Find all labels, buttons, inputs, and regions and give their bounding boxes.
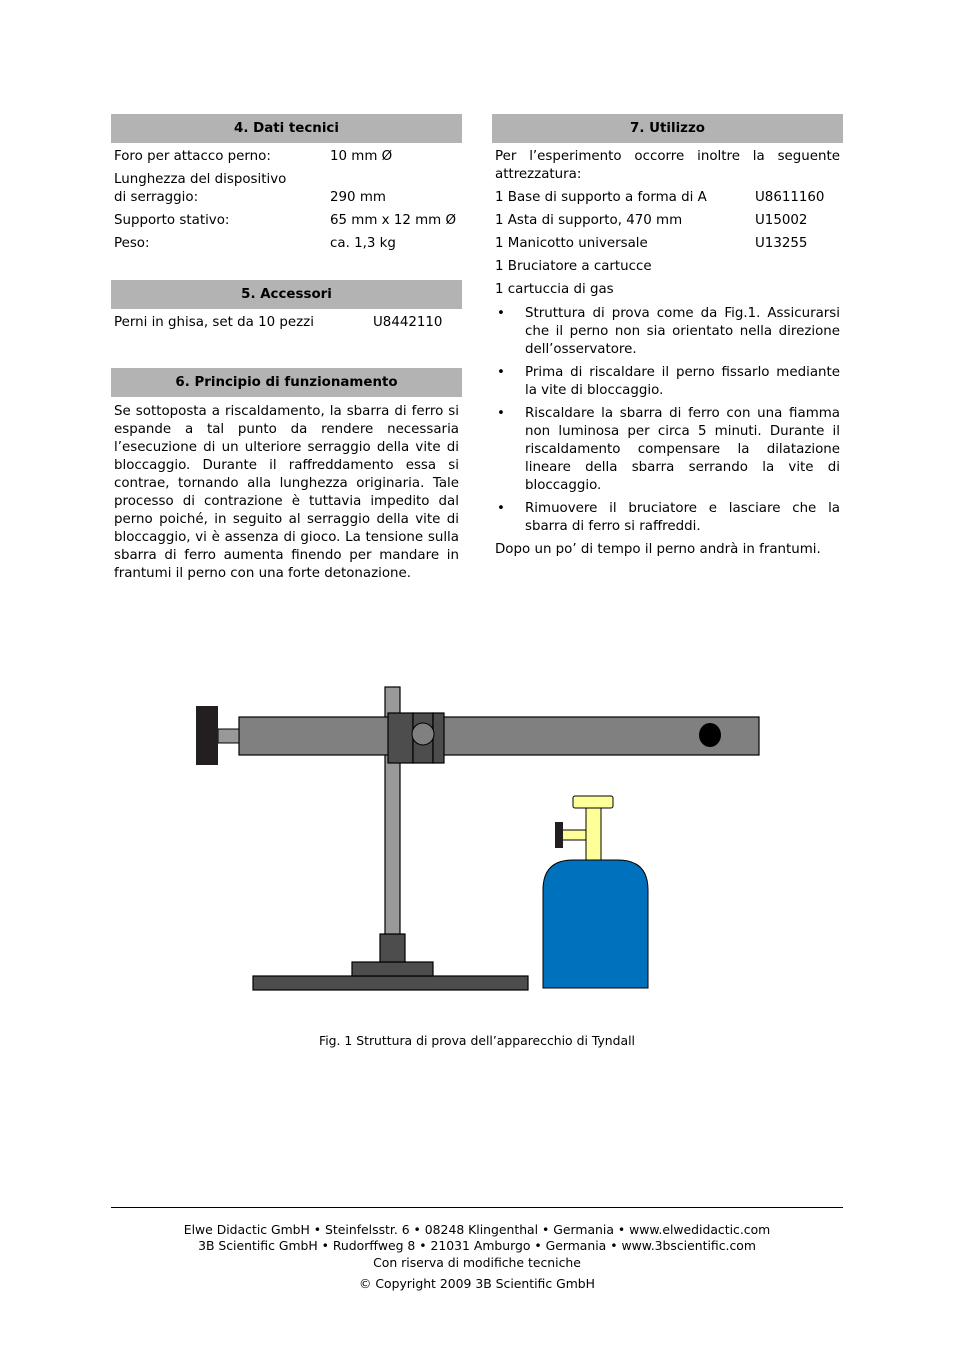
- valve-knob: [555, 822, 563, 848]
- stand-base-plate: [253, 976, 528, 990]
- spec-label: Supporto stativo:: [114, 213, 230, 228]
- section-title-dati-tecnici: 4. Dati tecnici: [111, 114, 462, 143]
- equipment-label: 1 cartuccia di gas: [495, 282, 614, 297]
- instruction-item: • Riscaldare la sbarra di ferro con una fiamma non luminosa per circa 5 minuti. Durante il riscaldamento compensare la dilatazione lineare della sbarra serrando la vite di bloccaggio.: [495, 405, 840, 495]
- section-title-accessori: 5. Accessori: [111, 280, 462, 309]
- iron-bar: [239, 717, 759, 755]
- spec-label-line1: Lunghezza del dispositivo: [114, 172, 287, 187]
- universal-clamp-plate: [433, 713, 444, 763]
- spec-label: Foro per attacco perno:: [114, 149, 271, 164]
- footer-copyright: © Copyright 2009 3B Scientific GmbH: [359, 1276, 595, 1291]
- spec-label: Peso:: [114, 236, 150, 251]
- clamp-screw-knob: [196, 706, 218, 765]
- footer-address-1: Elwe Didactic GmbH • Steinfelsstr. 6 • 08248 Klingenthal • Germania • www.elwedidactic.com: [183, 1222, 771, 1237]
- gas-cartridge: [543, 860, 648, 988]
- instruction-item: • Rimuovere il bruciatore e lasciare che la sbarra di ferro si raffreddi.: [495, 500, 840, 536]
- clamp-screw-shaft: [218, 729, 239, 743]
- instruction-item: • Struttura di prova come da Fig.1. Assicurarsi che il perno non sia orientato nella direzione dell’osservatore.: [495, 305, 840, 359]
- spec-value: 290 mm: [330, 190, 386, 205]
- section-title-principio: 6. Principio di funzionamento: [111, 368, 462, 397]
- figure-caption: Fig. 1 Struttura di prova dell’apparecchio di Tyndall: [318, 1033, 635, 1048]
- footer-divider: [111, 1207, 843, 1208]
- equipment-label: 1 Asta di supporto, 470 mm: [495, 213, 683, 228]
- spec-value: 10 mm Ø: [330, 149, 393, 164]
- valve-side-pipe: [562, 830, 586, 840]
- instruction-item: • Prima di riscaldare il perno fissarlo mediante la vite di bloccaggio.: [495, 364, 840, 400]
- spec-value: 65 mm x 12 mm Ø: [330, 213, 457, 228]
- equipment-code: U8611160: [755, 190, 825, 205]
- spec-value: ca. 1,3 kg: [330, 236, 396, 251]
- accessory-code: U8442110: [373, 315, 443, 330]
- equipment-code: U15002: [755, 213, 808, 228]
- clamp-bolt: [412, 723, 434, 745]
- equipment-label: 1 Bruciatore a cartucce: [495, 259, 652, 274]
- footer-notice: Con riserva di modifiche tecniche: [373, 1255, 581, 1270]
- usage-intro: Per l’esperimento occorre inoltre la seguente attrezzatura:: [495, 149, 840, 182]
- section-title-utilizzo: 7. Utilizzo: [492, 114, 843, 143]
- spec-label-line2: di serraggio:: [114, 190, 199, 205]
- stand-rod-socket: [380, 934, 405, 962]
- usage-outro: Dopo un po’ di tempo il perno andrà in frantumi.: [495, 542, 821, 557]
- accessory-label: Perni in ghisa, set da 10 pezzi: [114, 315, 314, 330]
- valve-cap: [573, 796, 613, 808]
- footer-address-2: 3B Scientific GmbH • Rudorffweg 8 • 21031 Amburgo • Germania • www.3bscientific.com: [198, 1238, 756, 1253]
- universal-clamp: [388, 713, 413, 763]
- equipment-label: 1 Base di supporto a forma di A: [495, 190, 707, 205]
- equipment-label: 1 Manicotto universale: [495, 236, 648, 251]
- stand-base-block: [352, 962, 433, 976]
- principle-paragraph: Se sottoposta a riscaldamento, la sbarra di ferro si espande a tal punto da rendere necessaria l’esecuzione di un ulteriore serraggio della vite di bloccaggio. Durante il raffreddamento essa si contrae, tornando alla lunghezza originaria. Tale processo di contrazione è tuttavia impedito dal perno poiché, in seguito al serraggio della vite di bloccaggio, vi è assenza di gioco. La tensione sulla sbarra di ferro aumenta finendo per mandare in frantumi il perno con una forte detonazione.: [114, 404, 459, 581]
- valve-stem: [586, 808, 601, 860]
- equipment-code: U13255: [755, 236, 808, 251]
- pin-hole: [699, 723, 721, 747]
